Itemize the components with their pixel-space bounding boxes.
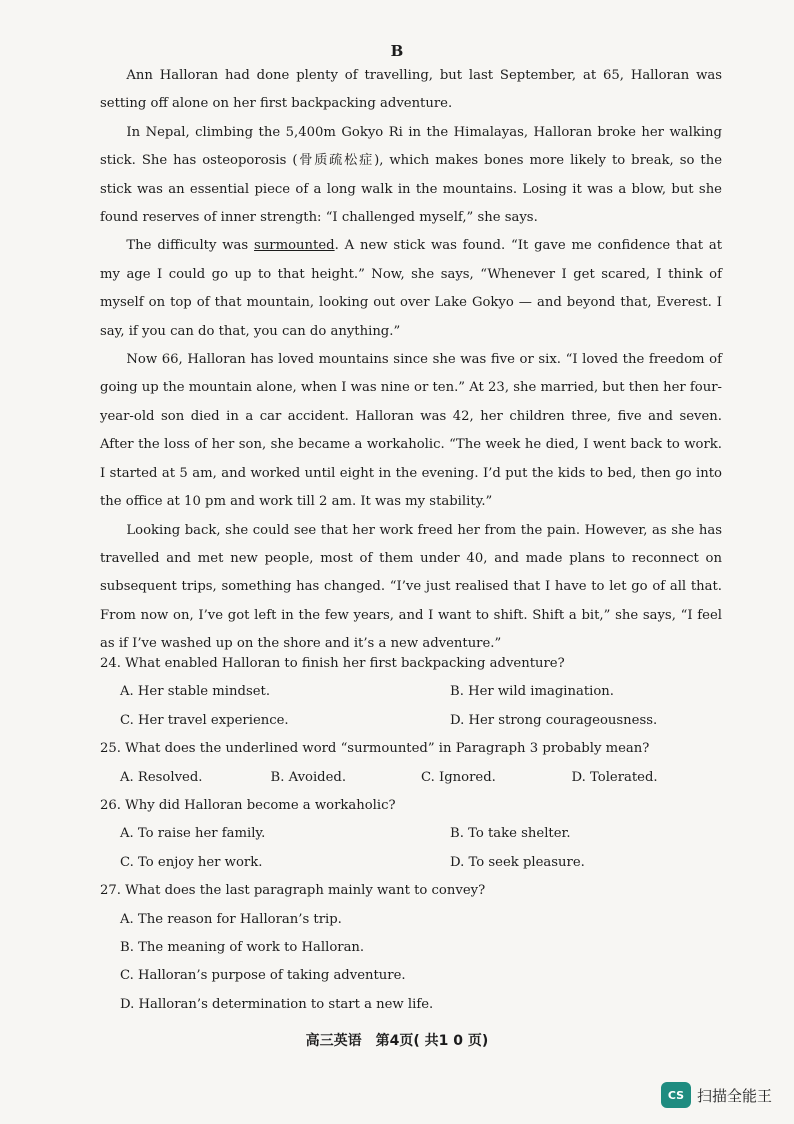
option-24-a: A. Her stable mindset. <box>120 684 271 700</box>
option-27-d: D. Halloran’s determination to start a new life. <box>120 996 434 1012</box>
question-27-stem: 27. What does the last paragraph mainly want to convey? <box>100 883 486 899</box>
section-label: B <box>390 42 404 60</box>
option-27-c: C. Halloran’s purpose of taking adventure. <box>120 968 406 984</box>
watermark-text: 扫描全能王 <box>696 1086 772 1105</box>
question-list <box>100 650 722 1019</box>
question-26-stem: 26. Why did Halloran become a workaholic? <box>100 797 396 813</box>
option-25-d: D. Tolerated. <box>571 769 658 785</box>
paragraph-1: Ann Halloran had done plenty of travelling, but last September, at 65, Halloran was setting off alone on her first backpacking adventure. <box>100 68 722 112</box>
option-26-c: C. To enjoy her work. <box>120 854 263 870</box>
question-25-options <box>100 764 722 792</box>
question-25-stem: 25. What does the underlined word “surmounted” in Paragraph 3 probably mean? <box>100 741 650 757</box>
option-25-c: C. Ignored. <box>421 769 496 785</box>
question-24-stem: 24. What enabled Halloran to finish her first backpacking adventure? <box>100 656 565 671</box>
reading-passage <box>100 62 722 659</box>
paragraph-4: Now 66, Halloran has loved mountains since she was five or six. “I loved the freedom of going up the mountain alone, when I was nine or ten.” At 23, she married, but then her four-year-old son died in a car accident. Halloran was 42, her children three, five and seven. After the loss of her son, she became a workaholic. “The week he died, I went back to work. I started at 5 am, and worked until eight in the evening. I’d put the kids to bed, then go into the office at 10 pm and work till 2 am. It was my stability.” <box>100 352 722 510</box>
option-27-b: B. The meaning of work to Halloran. <box>120 939 365 955</box>
option-27-a: A. The reason for Halloran’s trip. <box>120 911 342 927</box>
camscanner-logo-icon: CS <box>661 1082 691 1108</box>
paragraph-3-start: The difficulty was <box>126 238 255 254</box>
question-24-options-row-1 <box>100 678 722 706</box>
underlined-word: surmounted <box>254 238 335 254</box>
question-24-options-row-2 <box>100 707 722 735</box>
option-25-b: B. Avoided. <box>270 769 347 785</box>
paragraph-2: In Nepal, climbing the 5,400m Gokyo Ri in the Himalayas, Halloran broke her walking stick. She has osteoporosis (骨质疏松症), which makes bones more likely to break, so the stick was an essential piece of a long walk in the mountains. Losing it was a blow, but she found reserves of inner strength: “I challenged myself,” she says. <box>100 124 722 226</box>
question-26-options-row-1 <box>100 820 722 848</box>
paragraph-5: Looking back, she could see that her work freed her from the pain. However, as she has travelled and met new people, most of them under 40, and made plans to reconnect on subsequent trips, something has changed. “I’ve just realised that I have to let go of all that. From now on, I’ve got left in the few years, and I want to shift. Shift a bit,” she says, “I feel as if I’ve washed up on the shore and it’s a new adventure.” <box>100 522 722 652</box>
option-26-a: A. To raise her family. <box>120 826 266 842</box>
page-footer: 高三英语 第4页( 共1 0 页) <box>305 1033 489 1049</box>
option-24-d: D. Her strong courageousness. <box>450 712 658 728</box>
option-25-a: A. Resolved. <box>120 769 203 785</box>
paragraph-3 <box>100 232 722 346</box>
option-24-b: B. Her wild imagination. <box>450 684 614 700</box>
question-26-options-row-2 <box>100 849 722 877</box>
paragraph-3-rest: . A new stick was found. “It gave me confidence that at my age I could go up to that height.” Now, she says, “Whenever I get scared, I think of myself on top of that mountain, looking out over Lake Gokyo — and beyond that, Everest. I say, if you can do that, you can do anything.” <box>100 238 722 339</box>
option-26-d: D. To seek pleasure. <box>450 854 585 870</box>
option-24-c: C. Her travel experience. <box>120 712 289 728</box>
scanner-watermark <box>661 1082 772 1108</box>
option-26-b: B. To take shelter. <box>450 826 571 842</box>
